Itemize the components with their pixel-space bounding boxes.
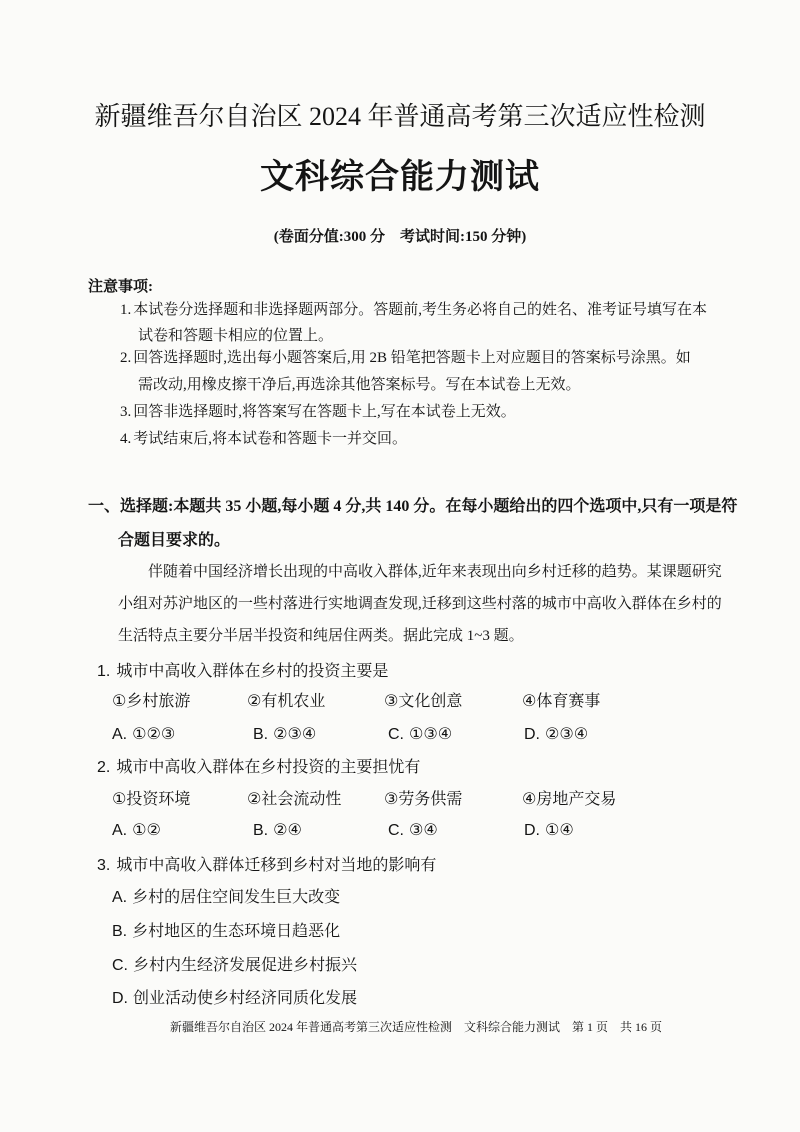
notice-item-1-continuation: 试卷和答题卡相应的位置上。 bbox=[138, 328, 334, 344]
choice-text: ②③④ bbox=[545, 726, 589, 743]
choice-text: ①③④ bbox=[409, 726, 453, 743]
question-2-stem bbox=[97, 760, 420, 776]
choice-label: B. bbox=[112, 923, 128, 940]
question-2-choice-b bbox=[253, 823, 302, 839]
choice-label: C. bbox=[388, 822, 404, 839]
page-footer: 新疆维吾尔自治区 2024 年普通高考第三次适应性检测 文科综合能力测试 第 1 页 共 16 页 bbox=[170, 1020, 663, 1034]
choice-label: A. bbox=[112, 822, 128, 839]
choice-label: A. bbox=[112, 726, 128, 743]
notice-item-4 bbox=[120, 432, 407, 447]
choice-label: D. bbox=[112, 990, 128, 1007]
notice-item-2 bbox=[120, 351, 691, 366]
question-3-choice-d bbox=[112, 991, 357, 1007]
question-2-item: ①投资环境 bbox=[112, 791, 191, 808]
choice-text: 乡村的居住空间发生巨大改变 bbox=[132, 889, 341, 906]
section-heading: 一、选择题:本题共 35 小题,每小题 4 分,共 140 分。在每小题给出的四个选项中,只有一项是符 bbox=[88, 498, 738, 515]
notice-item-number: 3. bbox=[120, 404, 132, 420]
choice-label: D. bbox=[524, 726, 540, 743]
choice-label: D. bbox=[524, 822, 540, 839]
notice-heading: 注意事项: bbox=[88, 279, 153, 295]
question-3-stem bbox=[97, 858, 436, 874]
choice-text: ③④ bbox=[409, 822, 438, 839]
question-1-stem bbox=[97, 664, 388, 680]
choice-label: C. bbox=[112, 957, 128, 974]
question-text: 城市中高收入群体在乡村的投资主要是 bbox=[116, 663, 389, 680]
choice-text: ②③④ bbox=[273, 726, 317, 743]
question-2-choice-a bbox=[112, 823, 161, 839]
exam-title: 新疆维吾尔自治区 2024 年普通高考第三次适应性检测 bbox=[94, 102, 706, 131]
section-heading-continuation: 合题目要求的。 bbox=[118, 532, 231, 549]
notice-item-number: 4. bbox=[120, 431, 132, 447]
question-2-choice-c bbox=[388, 823, 438, 839]
question-1-item: ②有机农业 bbox=[247, 693, 326, 710]
notice-item-2-continuation: 需改动,用橡皮擦干净后,再选涂其他答案标号。写在本试卷上无效。 bbox=[138, 377, 581, 393]
choice-text: 创业活动使乡村经济同质化发展 bbox=[133, 990, 358, 1007]
passage-line: 小组对苏沪地区的一些村落进行实地调查发现,迁移到这些村落的城市中高收入群体在乡村的 bbox=[118, 596, 722, 612]
choice-label: B. bbox=[253, 822, 269, 839]
question-number: 2. bbox=[97, 759, 111, 776]
question-text: 城市中高收入群体在乡村投资的主要担忧有 bbox=[116, 759, 421, 776]
question-3-choice-b bbox=[112, 924, 340, 940]
question-1-choice-c bbox=[388, 727, 452, 743]
question-1-item: ①乡村旅游 bbox=[112, 693, 191, 710]
passage-line: 伴随着中国经济增长出现的中高收入群体,近年来表现出向乡村迁移的趋势。某课题研究 bbox=[148, 564, 722, 580]
question-3-choice-c bbox=[112, 958, 357, 974]
exam-meta: (卷面分值:300 分 考试时间:150 分钟) bbox=[273, 229, 527, 245]
notice-item-3 bbox=[120, 405, 516, 420]
notice-item-text: 回答选择题时,选出每小题答案后,用 2B 铅笔把答题卡上对应题目的答案标号涂黑。如 bbox=[133, 350, 691, 366]
choice-text: ②④ bbox=[273, 822, 302, 839]
question-1-item: ④体育赛事 bbox=[522, 693, 601, 710]
question-2-choice-d bbox=[524, 823, 574, 839]
choice-text: 乡村内生经济发展促进乡村振兴 bbox=[133, 957, 358, 974]
question-3-choice-a bbox=[112, 890, 340, 906]
choice-text: ①② bbox=[132, 822, 161, 839]
question-1-item: ③文化创意 bbox=[384, 693, 463, 710]
choice-text: 乡村地区的生态环境日趋恶化 bbox=[132, 923, 341, 940]
question-1-choice-a bbox=[112, 727, 175, 743]
notice-item-text: 本试卷分选择题和非选择题两部分。答题前,考生务必将自己的姓名、准考证号填写在本 bbox=[133, 302, 708, 318]
passage-line: 生活特点主要分半居半投资和纯居住两类。据此完成 1~3 题。 bbox=[118, 628, 524, 644]
question-number: 1. bbox=[97, 663, 111, 680]
choice-text: ①④ bbox=[545, 822, 574, 839]
subject-title: 文科综合能力测试 bbox=[260, 159, 540, 196]
question-1-choice-d bbox=[524, 727, 588, 743]
notice-item-number: 2. bbox=[120, 350, 132, 366]
choice-label: C. bbox=[388, 726, 404, 743]
notice-item-1 bbox=[120, 303, 707, 318]
question-text: 城市中高收入群体迁移到乡村对当地的影响有 bbox=[116, 857, 437, 874]
question-2-item: ③劳务供需 bbox=[384, 791, 463, 808]
choice-label: B. bbox=[253, 726, 269, 743]
question-1-choice-b bbox=[253, 727, 316, 743]
question-2-item: ②社会流动性 bbox=[247, 791, 342, 808]
notice-item-number: 1. bbox=[120, 302, 132, 318]
question-number: 3. bbox=[97, 857, 111, 874]
notice-item-text: 考试结束后,将本试卷和答题卡一并交回。 bbox=[133, 431, 408, 447]
notice-item-text: 回答非选择题时,将答案写在答题卡上,写在本试卷上无效。 bbox=[133, 404, 516, 420]
choice-label: A. bbox=[112, 889, 128, 906]
choice-text: ①②③ bbox=[132, 726, 176, 743]
question-2-item: ④房地产交易 bbox=[522, 791, 617, 808]
